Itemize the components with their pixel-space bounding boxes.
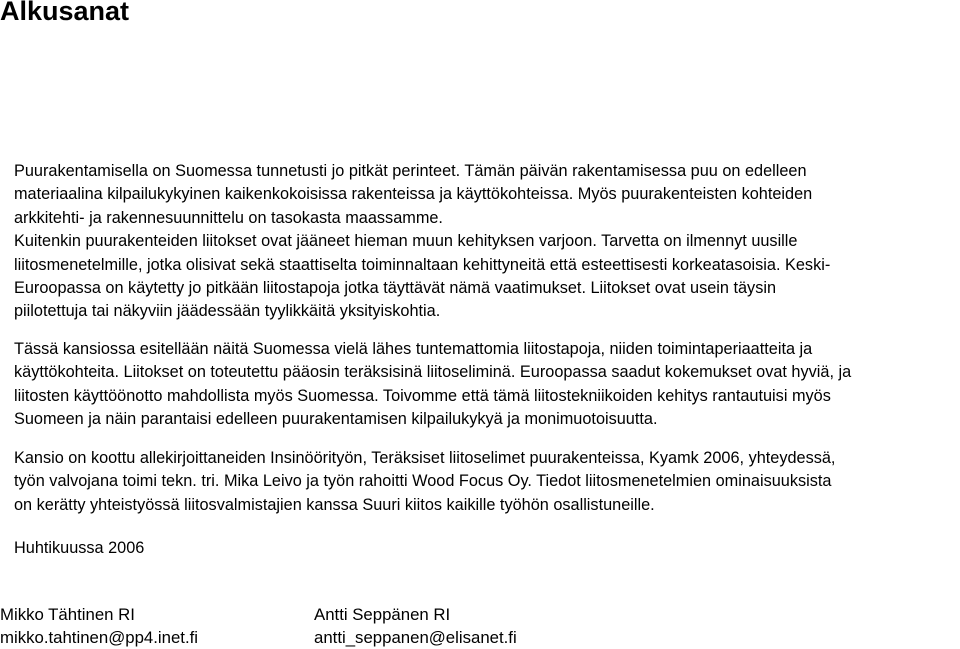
text-line: Puurakentamisella on Suomessa tunnetusti jo pitkät perinteet. Tämän päivän rakentamisessa puu on edelleen	[14, 162, 807, 180]
signature-email: antti_seppanen@elisanet.fi	[314, 628, 517, 647]
signature-name: Antti Seppänen RI	[314, 605, 451, 624]
signature-block-1	[0, 603, 198, 649]
date-text: Huhtikuussa 2006	[14, 539, 145, 557]
text-line: Kansio on koottu allekirjoittaneiden Insinöörityön, Teräksiset liitoselimet puurakenteissa, Kyamk 2006, yhteydessä,	[14, 449, 836, 467]
text-line: työn valvojana toimi tekn. tri. Mika Leivo ja työn rahoitti Wood Focus Oy. Tiedot liitosmenetelmien ominaisuuksista	[14, 472, 832, 491]
text-line: piilotettuja tai näkyviin jäädessään tyylikkäitä yksityiskohtia.	[14, 302, 441, 321]
text-line: Kuitenkin puurakenteiden liitokset ovat jääneet hieman muun kehityksen varjoon. Tarvetta on ilmennyt uusille	[14, 232, 798, 251]
text-line: liitosmenetelmille, jotka olisivat sekä staattiselta toiminnaltaan kehittyneitä että esteettisesti korkeatasoisia. Keski-	[14, 255, 831, 274]
text-line: Suomeen ja näin parantaisi edelleen puurakentamisen kilpailukykyä ja monimuotoisuutta.	[14, 410, 658, 429]
text-line: arkkitehti- ja rakennesuunnittelu on tasokasta maassamme.	[14, 208, 443, 227]
date-line	[14, 537, 144, 560]
text-segment: Euroopassa saadut kokemukset ovat hyviä, ja	[519, 363, 852, 382]
acknowledgement-paragraph	[14, 447, 835, 517]
signature-block-2	[314, 603, 517, 649]
text-line: Euroopassa on käytetty jo pitkään liitostapoja jotka täyttävät nämä vaatimukset. Liitokset ovat usein täysin	[14, 279, 777, 298]
text-line: on kerätty yhteistyössä liitosvalmistajien kanssa Suuri kiitos kaikille työhön osallistuneille.	[14, 495, 655, 514]
text-line: Tässä kansiossa esitellään näitä Suomessa vielä lähes tuntemattomia liitostapoja, niiden toimintaperiaatteita ja	[14, 340, 813, 358]
text-segment: käyttökohteita. Liitokset on toteutettu pääosin teräksisinä liitoseliminä.	[14, 363, 516, 382]
text-line: liitosten käyttöönotto mahdollista myös Suomessa. Toivomme että tämä liitostekniikoiden kehitys rantautuisi myös	[14, 386, 831, 405]
folder-description-paragraph	[14, 338, 851, 432]
signature-email: mikko.tahtinen@pp4.inet.fi	[0, 628, 199, 647]
signature-name: Mikko Tähtinen RI	[0, 605, 135, 624]
intro-paragraph	[14, 160, 830, 324]
text-line	[14, 361, 851, 384]
page-title: Alkusanat	[0, 0, 130, 26]
text-line: materiaalina kilpailukykyinen kaikenkokoisissa rakenteissa ja käyttökohteissa. Myös puurakenteisten kohteiden	[14, 185, 813, 204]
